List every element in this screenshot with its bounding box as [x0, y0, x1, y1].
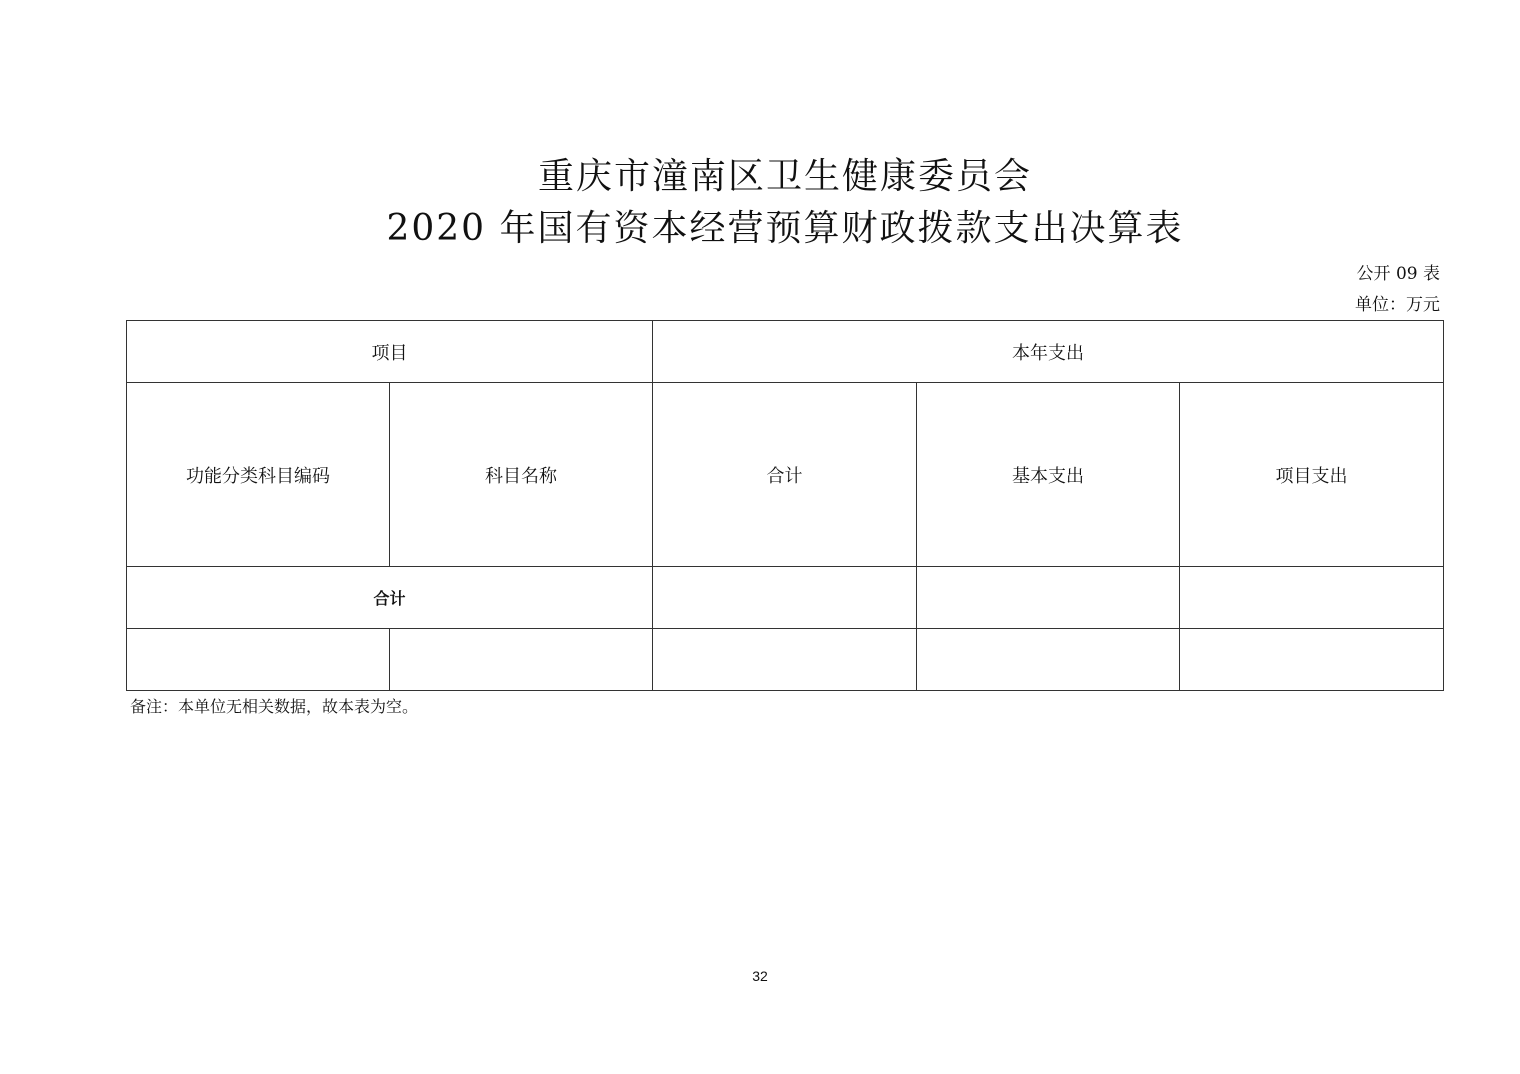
col-basic-expenditure: 基本支出: [917, 383, 1180, 567]
header-item: 项目: [127, 321, 653, 383]
col-project-expenditure: 项目支出: [1180, 383, 1444, 567]
col-subject-name: 科目名称: [390, 383, 653, 567]
table-row: [127, 629, 1444, 691]
table-subheader-row: [127, 383, 1444, 567]
footnote: 备注：本单位无相关数据，故本表为空。: [130, 697, 419, 716]
header-current-year-expenditure: 本年支出: [653, 321, 1444, 383]
page-title-report: 2020 年国有资本经营预算财政拨款支出决算表: [386, 208, 1184, 249]
row-name: [390, 629, 653, 691]
unit-label: 单位：万元: [1355, 295, 1440, 315]
total-row-basic: [917, 567, 1180, 629]
row-project: [1180, 629, 1444, 691]
page-number: 32: [752, 968, 768, 984]
total-row-label: 合计: [127, 567, 653, 629]
table-total-row: [127, 567, 1444, 629]
col-function-code: 功能分类科目编码: [127, 383, 390, 567]
page-title-org: 重庆市潼南区卫生健康委员会: [537, 156, 1032, 197]
col-total: 合计: [653, 383, 917, 567]
table-header-row: [127, 321, 1444, 383]
row-basic: [917, 629, 1180, 691]
total-row-total: [653, 567, 917, 629]
total-row-project: [1180, 567, 1444, 629]
row-code: [127, 629, 390, 691]
form-number: 公开 09 表: [1356, 264, 1440, 284]
row-total: [653, 629, 917, 691]
expenditure-table: [126, 320, 1444, 691]
